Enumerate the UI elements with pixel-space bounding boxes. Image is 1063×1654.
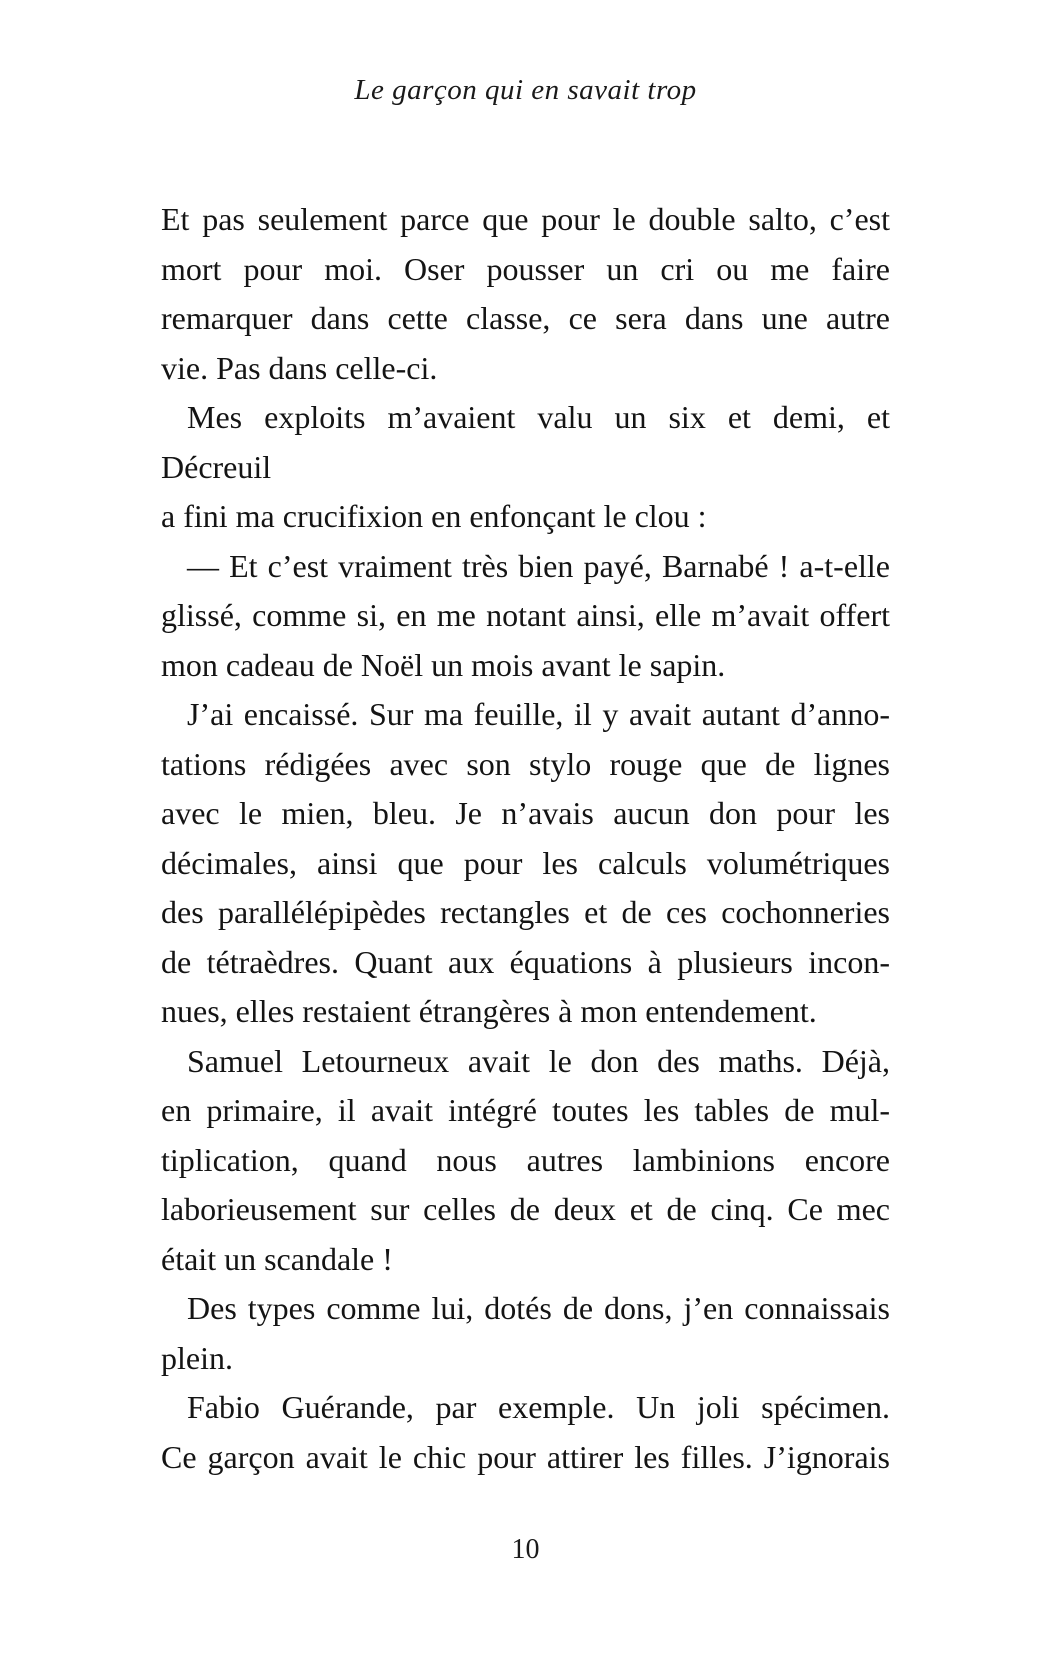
text-line: Et pas seulement parce que pour le double salto, c’est xyxy=(161,201,890,237)
paragraph xyxy=(161,195,890,393)
text-line: mort pour moi. Oser pousser un cri ou me faire xyxy=(161,250,890,287)
text-line: remarquer dans cette classe, ce sera dans une autre xyxy=(161,300,890,336)
text-line: Fabio Guérande, par exemple. Un joli spécimen. xyxy=(187,1389,890,1425)
text-line: vie. Pas dans celle-ci. xyxy=(161,349,438,386)
paragraph xyxy=(161,393,890,542)
running-title: Le garçon qui en savait trop xyxy=(354,74,697,106)
text-line: nues, elles restaient étrangères à mon entendement. xyxy=(161,993,817,1029)
text-line: tiplication, quand nous autres lambinions encore xyxy=(161,1141,890,1178)
body-text xyxy=(161,195,890,1482)
text-line: Mes exploits m’avaient valu un six et demi, et Décreuil xyxy=(161,399,890,485)
text-line: décimales, ainsi que pour les calculs volumétriques xyxy=(161,844,890,881)
paragraph xyxy=(161,1383,890,1482)
text-line: J’ai encaissé. Sur ma feuille, il y avait autant d’anno- xyxy=(187,696,890,732)
text-line: glissé, comme si, en me notant ainsi, elle m’avait offert xyxy=(161,597,890,633)
paragraph xyxy=(161,1284,890,1383)
text-line: — Et c’est vraiment très bien payé, Barnabé ! a-t-elle xyxy=(187,547,890,584)
text-line: était un scandale ! xyxy=(161,1240,393,1277)
text-line: Samuel Letourneux avait le don des maths. Déjà, xyxy=(187,1042,890,1079)
page-number: 10 xyxy=(511,1534,540,1565)
paragraph xyxy=(161,1037,890,1285)
paragraph xyxy=(161,690,890,1037)
text-line: des parallélépipèdes rectangles et de ces cochonneries xyxy=(161,894,890,930)
text-line: mon cadeau de Noël un mois avant le sapin. xyxy=(161,646,726,683)
text-line: Des types comme lui, dotés de dons, j’en connaissais xyxy=(187,1290,890,1326)
text-line: de tétraèdres. Quant aux équations à plusieurs incon- xyxy=(161,943,890,980)
paragraph xyxy=(161,542,890,691)
text-line: a fini ma crucifixion en enfonçant le clou : xyxy=(161,498,707,534)
text-line: Ce garçon avait le chic pour attirer les filles. J’ignorais xyxy=(161,1438,890,1475)
text-line: plein. xyxy=(161,1339,233,1376)
text-line: avec le mien, bleu. Je n’avais aucun don pour les xyxy=(161,795,890,831)
text-line: tations rédigées avec son stylo rouge que de lignes xyxy=(161,745,890,782)
text-line: en primaire, il avait intégré toutes les tables de mul- xyxy=(161,1092,890,1128)
text-line: laborieusement sur celles de deux et de cinq. Ce mec xyxy=(161,1191,890,1227)
